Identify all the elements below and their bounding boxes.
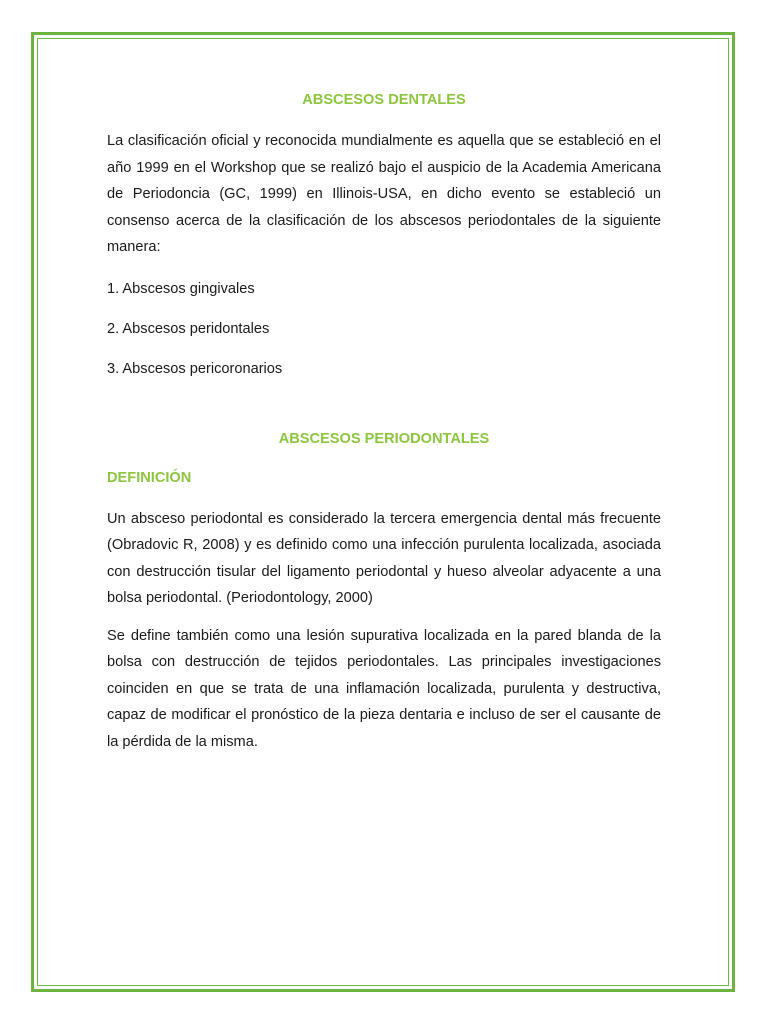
definition-paragraph-2: Se define también como una lesión supurativa localizada en la pared blanda de la bolsa con destrucción de tejidos periodontales. Las principales investigaciones coinciden en que se trata de una inflamación localizada, purulenta y destructiva, capaz de modificar el pronóstico de la pieza dentaria e incluso de ser el causante de la pérdida de la misma. bbox=[107, 627, 661, 750]
list-item-gingivales: 1. Abscesos gingivales bbox=[107, 280, 255, 297]
document-content bbox=[107, 88, 661, 755]
intro-paragraph: La clasificación oficial y reconocida mundialmente es aquella que se estableció en el año 1999 en el Workshop que se realizó bajo el auspicio de la Academia Americana de Periodoncia (GC, 1999) en Illinois-USA, en dicho evento se estableció un consenso acerca de la clasificación de los abscesos periodontales de la siguiente manera: bbox=[107, 133, 661, 255]
section-title-abscesos-dentales: ABSCESOS DENTALES bbox=[302, 92, 466, 108]
definition-heading: DEFINICIÓN bbox=[107, 469, 192, 486]
list-item-peridontales: 2. Abscesos peridontales bbox=[107, 320, 270, 337]
definition-paragraph-1: Un absceso periodontal es considerado la tercera emergencia dental más frecuente (Obradovic R, 2008) y es definido como una infección purulenta localizada, asociada con destrucción tisular del ligamento periodontal y hueso alveolar adyacente a una bolsa periodontal. (Periodontology, 2000) bbox=[107, 510, 661, 606]
section-title-abscesos-periodontales: ABSCESOS PERIODONTALES bbox=[278, 430, 490, 447]
list-item-pericoronarios: 3. Abscesos pericoronarios bbox=[107, 360, 283, 377]
